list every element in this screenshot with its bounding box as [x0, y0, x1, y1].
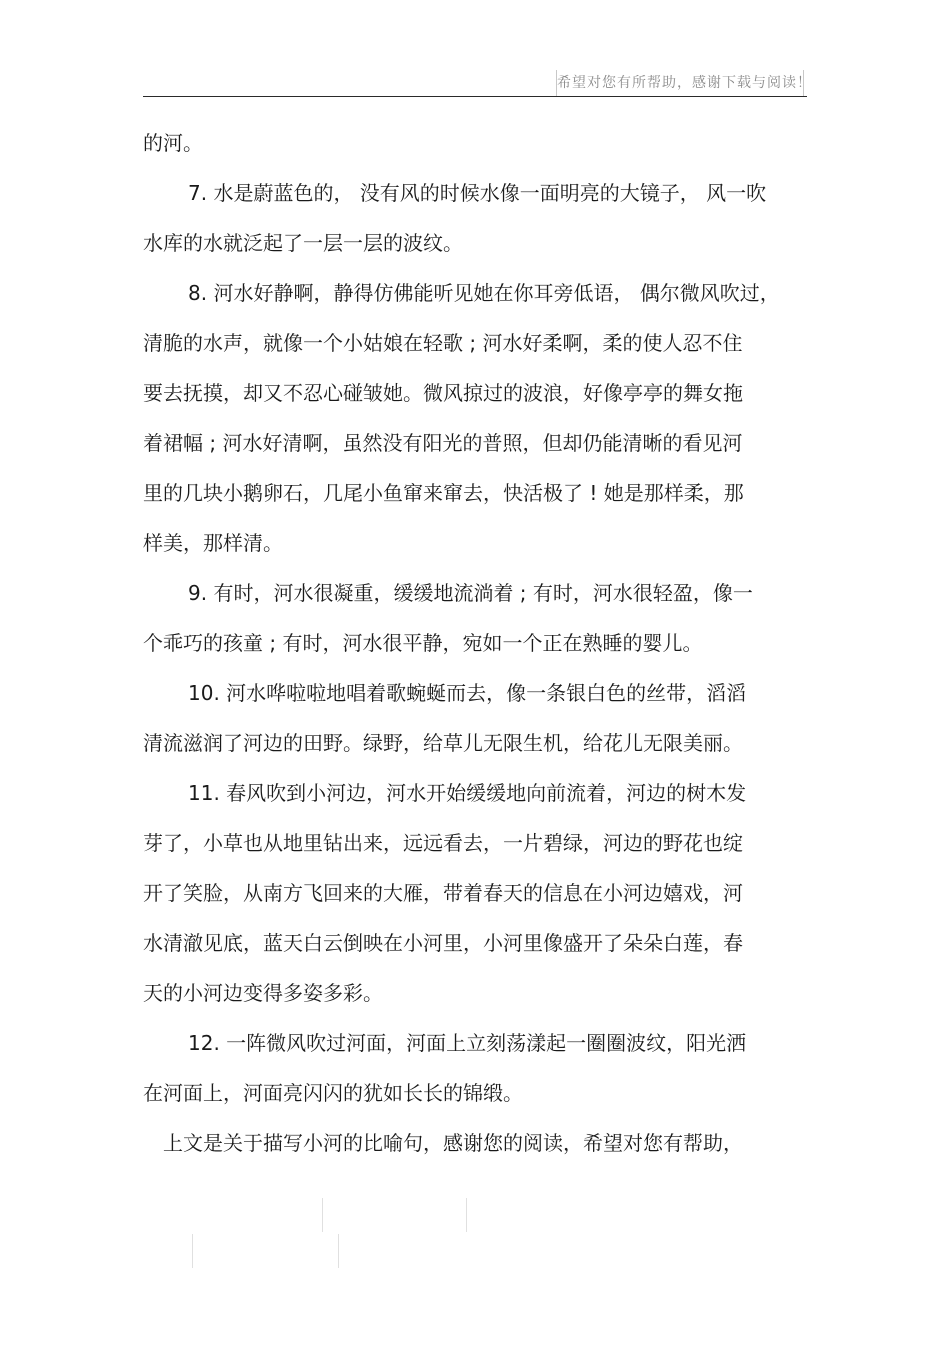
text-line: 清脆的水声，就像一个小姑娘在轻歌 ; 河水好柔啊，柔的使人忍不住 [143, 331, 743, 355]
text-line: 的河。 [143, 131, 203, 155]
text-line: 水清澈见底，蓝天白云倒映在小河里，小河里像盛开了朵朵白莲，春 [143, 931, 743, 955]
text-line: 清流滋润了河边的田野。绿野，给草儿无限生机，给花儿无限美丽。 [143, 731, 743, 755]
closing-line: 上文是关于描写小河的比喻句，感谢您的阅读，希望对您有帮助， [163, 1131, 743, 1155]
decor-line [466, 1198, 467, 1232]
text-line: 在河面上，河面亮闪闪的犹如长长的锦缎。 [143, 1081, 523, 1105]
text-line: 着裙幅 ; 河水好清啊，虽然没有阳光的普照，但却仍能清晰的看见河 [143, 431, 743, 455]
text-line: 个乖巧的孩童 ; 有时，河水很平静，宛如一个正在熟睡的婴儿。 [143, 631, 703, 655]
text-line: 开了笑脸，从南方飞回来的大雁，带着春天的信息在小河边嬉戏，河 [143, 881, 743, 905]
decor-line [322, 1198, 323, 1232]
text-line: 芽了，小草也从地里钻出来，远远看去，一片碧绿，河边的野花也绽 [143, 831, 743, 855]
text-line: 9. 有时，河水很凝重，缓缓地流淌着 ; 有时，河水很轻盈，像一 [188, 581, 753, 605]
text-line: 10. 河水哗啦啦地唱着歌蜿蜒而去，像一条银白色的丝带，滔滔 [188, 681, 747, 705]
text-lines [143, 118, 807, 1118]
text-line: 7. 水是蔚蓝色的， 没有风的时候水像一面明亮的大镜子， 风一吹 [188, 181, 767, 205]
text-line: 11. 春风吹到小河边，河水开始缓缓地向前流着，河边的树木发 [188, 781, 747, 805]
text-line: 水库的水就泛起了一层一层的波纹。 [143, 231, 463, 255]
text-line: 要去抚摸，却又不忍心碰皱她。微风掠过的波浪，好像亭亭的舞女拖 [143, 381, 743, 405]
text-line: 12. 一阵微风吹过河面，河面上立刻荡漾起一圈圈波纹，阳光洒 [188, 1031, 747, 1055]
decor-line [338, 1234, 339, 1268]
header-banner: 希望对您有所帮助，感谢下载与阅读！ [556, 70, 804, 96]
header-rule [143, 96, 807, 97]
decor-line [192, 1234, 193, 1268]
text-line: 里的几块小鹅卵石，几尾小鱼窜来窜去，快活极了 ! 她是那样柔，那 [143, 481, 744, 505]
text-line: 8. 河水好静啊，静得仿佛能听见她在你耳旁低语， 偶尔微风吹过， [188, 281, 780, 305]
document-body [143, 118, 807, 1168]
text-line: 样美，那样清。 [143, 531, 283, 555]
text-line: 天的小河边变得多姿多彩。 [143, 981, 383, 1005]
